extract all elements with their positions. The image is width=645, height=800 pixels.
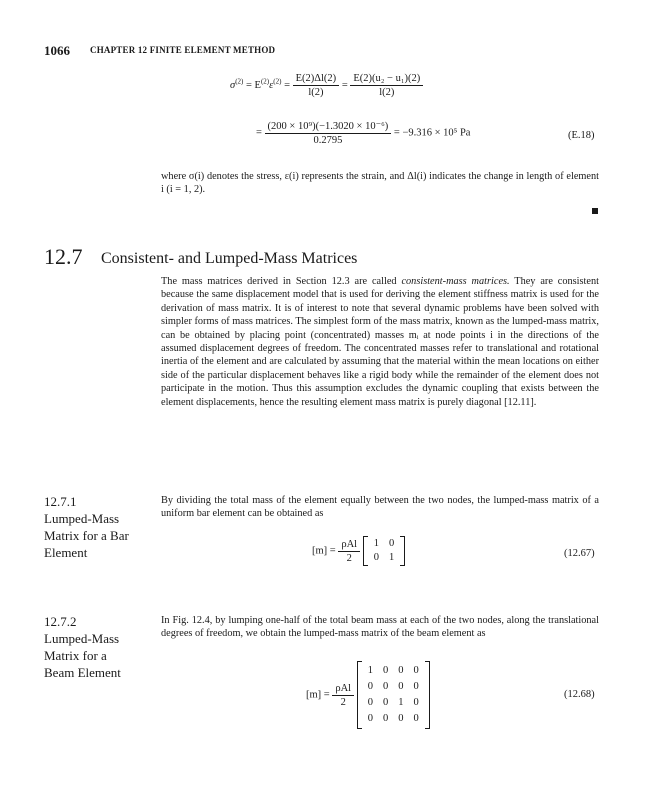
fraction-numerator: E(2)(u₂ − u₁)(2) [350, 73, 423, 86]
subsection-1-text: By dividing the total mass of the element equally between the two nodes, the lumped-mass matrix of a uniform bar element can be obtained as [161, 495, 599, 520]
fraction-numerator: (200 × 10⁹)(−1.3020 × 10⁻⁶) [265, 120, 392, 134]
matrix-row [363, 711, 424, 727]
fraction-numerator: ρAl [338, 539, 360, 552]
matrix-cell: 1 [388, 552, 395, 563]
matrix-cell: 0 [367, 713, 373, 724]
subsection-heading-12-7-2: 12.7.2 Lumped-Mass Matrix for a Beam Element [44, 614, 121, 680]
stress-equation-line-2 [256, 120, 470, 146]
matrix-row [363, 679, 424, 695]
matrix-2x2 [363, 536, 406, 566]
fraction-denominator: l(2) [379, 87, 395, 98]
equation-tag-E18: (E.18) [568, 130, 595, 141]
matrix-cell: 0 [388, 538, 395, 549]
equals-sign: = [284, 79, 290, 91]
matrix-cell: 0 [398, 681, 404, 692]
fraction-E-displacement [350, 73, 423, 98]
matrix-cell: 0 [382, 713, 389, 724]
fraction-numeric [265, 120, 392, 146]
equation-tag-12-68: (12.68) [564, 689, 595, 700]
matrix-cell: 0 [398, 665, 404, 676]
matrix-cell: 0 [413, 697, 419, 708]
matrix-cell: 1 [398, 697, 404, 708]
fraction-denominator: l(2) [308, 87, 324, 98]
matrix-cell: 1 [373, 538, 379, 549]
section-title: Consistent- and Lumped-Mass Matrices [101, 250, 358, 267]
matrix-lhs: [m] = [312, 545, 336, 557]
page-number: 1066 [44, 43, 70, 58]
matrix-row [369, 551, 400, 565]
matrix-4x4 [357, 661, 430, 729]
matrix-cell: 1 [367, 665, 373, 676]
coefficient-fraction [338, 539, 360, 564]
section-number: 12.7 [44, 244, 83, 269]
end-of-example-mark [592, 208, 598, 214]
where-explanation: where σ(i) denotes the stress, ε(i) represents the strain, and Δl(i) indicates the change in length of element i (i = 1, 2). [161, 171, 599, 196]
section-paragraph: The mass matrices derived in Section 12.3 are called consistent-mass matrices. They are consistent because the same displacement model that is used for deriving the element stiffness matrix is used for the derivation of mass matrix. It is of interest to note that several dynamic problems have been solved with simpler forms of mass matrices. The simplest form of the mass matrix, known as the lumped-mass matrix, can be obtained by placing point (concentrated) masses mᵢ at node points i in the directions of the assumed displacement degrees of freedom. The concentrated masses refer to translational and rotational inertia of the element and are calculated by assuming that the material within the mean locations on either side of the particular displacement behaves like a rigid body while the remainder of the element does not participate in the motion. Thus this assumption excludes the dynamic coupling that exists between the element displacements, hence the resulting element mass matrix is purely diagonal [12.11]. [161, 276, 599, 408]
sigma-symbol: $\sigma^{(2)}$ [230, 77, 244, 91]
equals-sign: = [256, 127, 262, 139]
matrix-cell: 0 [367, 697, 373, 708]
fraction-numerator: ρAl [332, 683, 354, 696]
matrix-cell: 0 [413, 665, 419, 676]
matrix-cell: 0 [382, 697, 389, 708]
chapter-header: CHAPTER 12 FINITE ELEMENT METHOD [90, 45, 276, 55]
fraction-E-delta-l [293, 73, 340, 98]
equation-result: = −9.316 × 10⁵ Pa [393, 127, 471, 139]
subsection-heading-12-7-1: 12.7.1 Lumped-Mass Matrix for a Bar Element [44, 494, 129, 560]
matrix-row [369, 537, 400, 551]
coefficient-fraction [332, 683, 354, 708]
stress-equation-line-1 [230, 73, 423, 98]
matrix-cell: 0 [413, 681, 419, 692]
matrix-lhs: [m] = [306, 689, 330, 701]
matrix-cell: 0 [382, 665, 389, 676]
fraction-denominator: 0.2795 [313, 135, 343, 146]
bar-lumped-mass-equation [312, 536, 405, 566]
italic-term: consistent-mass matrices. [401, 276, 510, 287]
matrix-cell: 0 [373, 552, 379, 563]
subsection-2-text: In Fig. 12.4, by lumping one-half of the total beam mass at each of the two nodes, along the translational degrees of freedom, we obtain the lumped-mass matrix of the beam element as [161, 615, 599, 640]
matrix-row [363, 695, 424, 711]
fraction-numerator: E(2)Δl(2) [293, 73, 340, 86]
matrix-cell: 0 [367, 681, 373, 692]
fraction-denominator: 2 [340, 696, 346, 708]
matrix-cell: 0 [398, 713, 404, 724]
matrix-cell: 0 [413, 713, 419, 724]
equation-tag-12-67: (12.67) [564, 548, 595, 559]
matrix-row [363, 663, 424, 679]
equals-E-epsilon: = $E^{(2)}\varepsilon^{(2)}$ [245, 77, 282, 91]
fraction-denominator: 2 [346, 552, 352, 564]
beam-lumped-mass-equation [306, 661, 430, 729]
equals-sign: = [341, 79, 348, 91]
matrix-cell: 0 [382, 681, 389, 692]
